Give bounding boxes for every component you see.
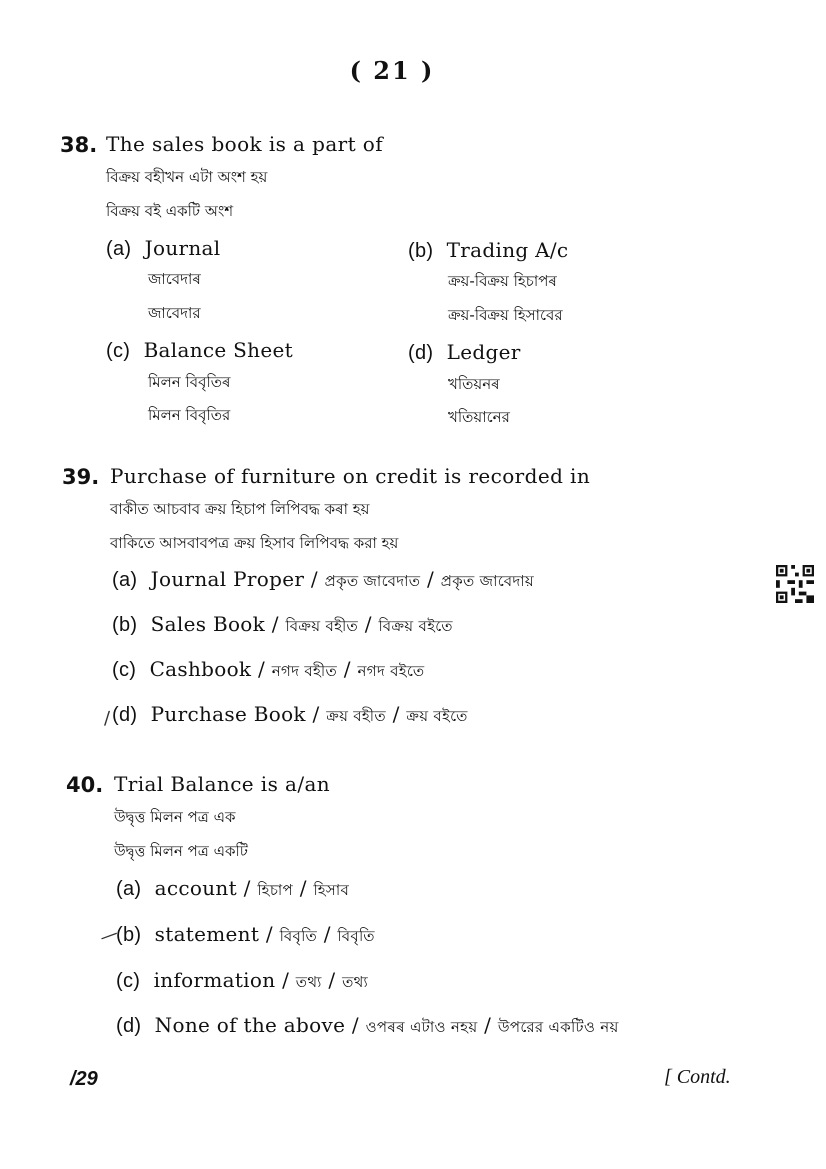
option-d-bengali: খতিয়ানের — [448, 408, 510, 426]
option-c-assamese: মিলন বিবৃতিৰ — [148, 373, 231, 391]
option-d: (d) Purchase Book / ক্রয় বহীত / ক্রয় বইতে — [112, 702, 468, 726]
option-b: (b) statement / বিবৃতি / বিবৃতি — [116, 922, 375, 946]
question-number: 38. — [60, 133, 98, 157]
option-a: (a) Journal — [106, 236, 221, 260]
option-b-assamese: ক্রয়-বিক্রয় হিচাপৰ — [448, 272, 557, 290]
option-c: (c) Cashbook / নগদ বহীত / নগদ বইতে — [112, 657, 425, 681]
question-text-bengali: উদ্বৃত্ত মিলন পত্র একটি — [114, 842, 248, 860]
option-a: (a) Journal Proper / প্ৰকৃত জাবেদাত / প্রকৃত জাবেদায় — [112, 567, 535, 591]
question-text: Purchase of furniture on credit is recorded in — [110, 464, 591, 488]
question-number: 40. — [66, 773, 104, 797]
question-text-assamese: উদ্বৃত্ত মিলন পত্র এক — [114, 808, 236, 826]
continued-label: [ Contd. — [664, 1066, 731, 1088]
question-text-bengali: বিক্রয় বই একটি অংশ — [106, 202, 234, 220]
option-c: (c) Balance Sheet — [106, 338, 293, 362]
question-text-bengali: বাকিতে আসবাবপত্র ক্রয় হিসাব লিপিবদ্ধ করা হয় — [110, 534, 399, 552]
question-text: The sales book is a part of — [106, 132, 384, 156]
option-c: (c) information / তথ্য / তথ্য — [116, 968, 369, 992]
option-d-assamese: খতিয়নৰ — [448, 375, 500, 393]
option-a-bengali: জাবেদার — [148, 304, 201, 322]
option-d: (d) Ledger — [408, 340, 521, 364]
option-a: (a) account / হিচাপ / হিসাব — [116, 876, 350, 900]
tick-mark-icon: ∕ — [104, 708, 111, 729]
question-text-assamese: বিক্রয় বহীখন এটা অংশ হয় — [106, 168, 268, 186]
paper-code: /29 — [70, 1068, 98, 1090]
option-b: (b) Trading A/c — [408, 238, 569, 262]
tick-mark-icon: — — [96, 922, 122, 949]
option-a-assamese: জাবেদাৰ — [148, 270, 201, 288]
question-text-assamese: বাকীত আচবাব ক্রয় হিচাপ লিপিবদ্ধ কৰা হয় — [110, 500, 370, 518]
option-b: (b) Sales Book / বিক্রয় বহীত / বিক্রয় বইতে — [112, 612, 453, 636]
question-number: 39. — [62, 465, 100, 489]
option-d: (d) None of the above / ওপৰৰ এটাও নহয় / উপরের একটিও নয় — [116, 1013, 619, 1037]
option-b-bengali: ক্রয়-বিক্রয় হিসাবের — [448, 306, 563, 324]
question-text: Trial Balance is a/an — [114, 772, 331, 796]
option-c-bengali: মিলন বিবৃতির — [148, 406, 231, 424]
qr-code-icon — [776, 565, 814, 603]
page-number: ( 21 ) — [349, 56, 435, 85]
